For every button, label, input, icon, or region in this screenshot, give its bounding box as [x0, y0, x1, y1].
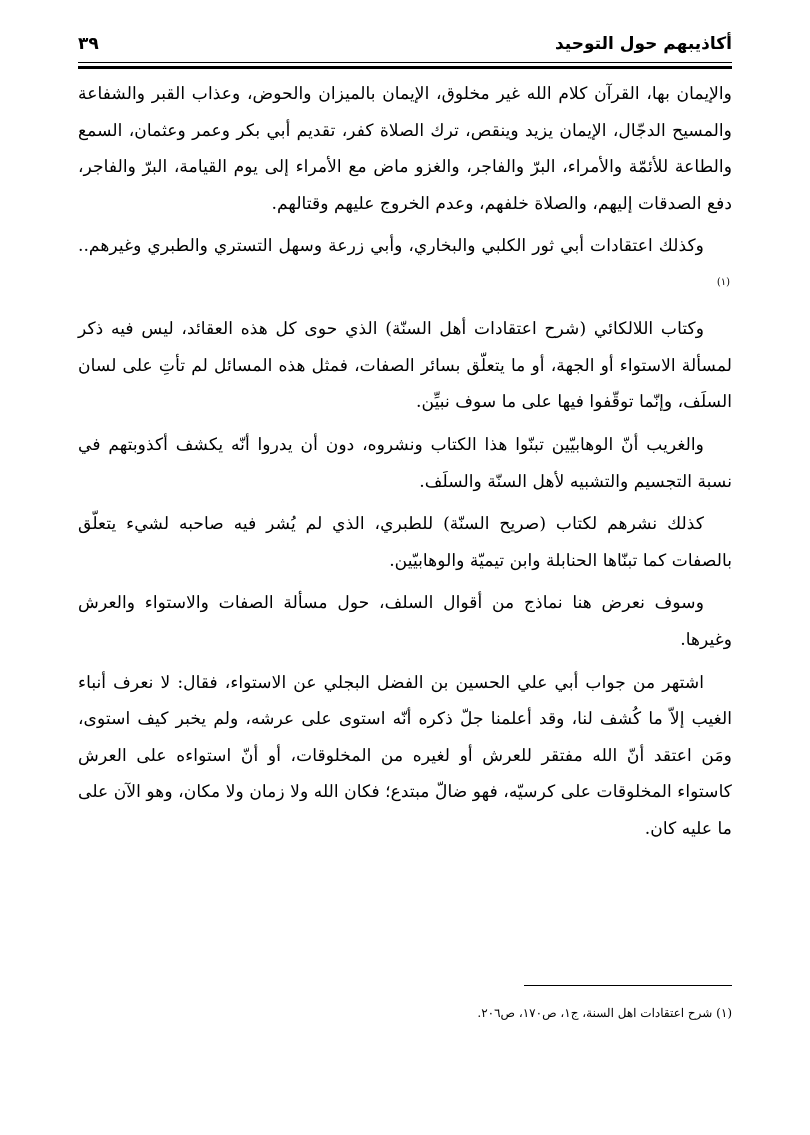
- page-header: [78, 34, 732, 60]
- header-rule-thick: [78, 66, 732, 69]
- page-number: ٣٩: [78, 34, 99, 54]
- footnote-separator: [524, 985, 732, 986]
- paragraph-3: وكتاب اللالكائي (شرح اعتقادات أهل السنّة) الذي حوى كل هذه العقائد، ليس فيه ذكر لمسألة الاستواء أو الجهة، أو ما يتعلّق بسائر الصفات، فمثل هذه المسائل لم تأتِ على لسان السلَف، وإنّما توقّفوا فيها على ما سوف نبيِّن.: [78, 319, 732, 413]
- paragraph-2: [78, 228, 732, 305]
- paragraph-6: وسوف نعرض هنا نماذج من أقوال السلف، حول مسألة الصفات والاستواء والعرش وغيرها.: [78, 593, 732, 651]
- paragraph-4: والغريب أنّ الوهابيّين تبنّوا هذا الكتاب ونشروه، دون أن يدروا أنّه يكشف أكذوبتهم في نسبة التجسيم والتشبيه لأهل السنّة والسلَف.: [78, 435, 732, 492]
- paragraph-1: والإيمان بها، القرآن كلام الله غير مخلوق، الإيمان بالميزان والحوض، وعذاب القبر والشفاعة والمسيح الدجّال، الإيمان يزيد وينقص، ترك الصلاة كفر، تقديم أبي بكر وعمر وعثمان، السمع والطاعة للأئمّة والأمراء، البرّ والفاجر، والغزو ماض مع الأمراء إلى يوم القيامة، البرّ والفاجر، دفع الصدقات إليهم، والصلاة خلفهم، وعدم الخروج عليهم وقتالهم.: [78, 84, 732, 214]
- paragraph-2-text: وكذلك اعتقادات أبي ثور الكلبي والبخاري، وأبي زرعة وسهل التستري والطبري وغيرهم..: [78, 236, 704, 257]
- paragraph-5: كذلك نشرهم لكتاب (صريح السنّة) للطبري، الذي لم يُشر فيه صاحبه لشيء يتعلّق بالصفات كما تبنّاها الحنابلة وابن تيميّة والوهابيّين.: [78, 514, 732, 571]
- paragraph-7: اشتهر من جواب أبي علي الحسين بن الفضل البجلي عن الاستواء، فقال: لا نعرف أنباء الغيب إلاّ ما كُشف لنا، وقد أعلمنا جلّ ذكره أنّه استوى على عرشه، ولم يخبر كيف استوى، ومَن اعتقد أنّ الله مفتقر للعرش أو لغيره من المخلوقات، أو أنّ استواءه على العرش كاستواء المخلوقات على كرسيّه، فهو ضالّ مبتدع؛ فكان الله ولا زمان ولا مكان، وهو الآن على ما عليه كان.: [78, 672, 732, 840]
- footnote-reference: (١): [716, 276, 730, 288]
- running-title: أكاذيبهم حول التوحيد: [554, 34, 732, 54]
- footnote: (١) شرح اعتقادات اهل السنة، ج١، ص١٧٠، ص٢٠٦.: [477, 1006, 732, 1020]
- main-text: [78, 76, 732, 854]
- header-rule-thin: [78, 62, 732, 63]
